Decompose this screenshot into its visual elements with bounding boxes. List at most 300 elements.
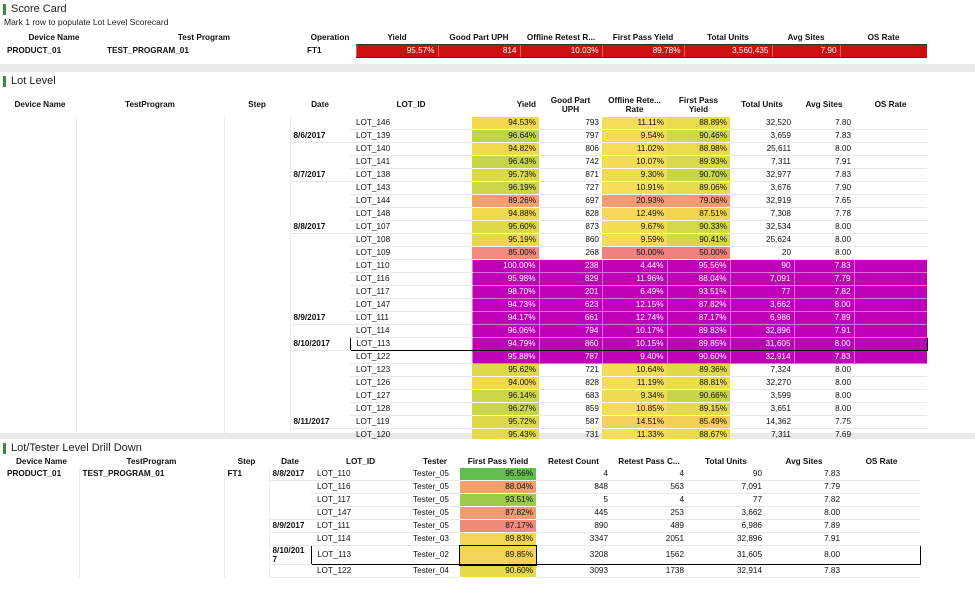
fpy-cell[interactable]: 89.85% [460, 546, 536, 565]
device-name-cell[interactable] [4, 403, 76, 416]
total-units-cell[interactable]: 3,560,435 [684, 45, 772, 58]
operation-cell[interactable]: FT1 [307, 46, 322, 55]
device-name-cell[interactable] [4, 234, 76, 247]
col-header[interactable]: Date [281, 457, 299, 466]
test-program-cell[interactable] [76, 143, 224, 156]
avg-sites-cell[interactable]: 8.00 [794, 403, 854, 416]
date-cell[interactable] [269, 507, 311, 520]
retest-count-cell[interactable]: 890 [536, 520, 611, 533]
lot-id-cell[interactable]: LOT_122 [311, 565, 410, 578]
device-name-cell[interactable] [4, 169, 76, 182]
table-row[interactable] [4, 325, 927, 338]
fpy-cell[interactable]: 90.60% [460, 565, 536, 578]
test-program-cell[interactable] [76, 169, 224, 182]
step-cell[interactable] [224, 299, 290, 312]
total-units-cell[interactable]: 3,662 [687, 507, 765, 520]
uph-cell[interactable]: 793 [539, 117, 602, 130]
lot-id-cell[interactable]: LOT_109 [350, 247, 472, 260]
uph-cell[interactable]: 797 [539, 130, 602, 143]
device-name-cell[interactable] [4, 565, 79, 578]
test-program-cell[interactable] [76, 195, 224, 208]
device-name-cell[interactable] [4, 312, 76, 325]
os-rate-cell[interactable] [843, 565, 920, 578]
date-cell[interactable]: 8/9/2017 [269, 520, 311, 533]
table-row[interactable] [4, 416, 927, 429]
lot-id-cell[interactable]: LOT_127 [350, 390, 472, 403]
lot-id-cell[interactable]: LOT_141 [350, 156, 472, 169]
retest-rate-cell[interactable]: 11.02% [602, 143, 667, 156]
date-cell[interactable] [290, 403, 350, 416]
lot-id-cell[interactable]: LOT_126 [350, 377, 472, 390]
date-cell[interactable] [290, 182, 350, 195]
avg-sites-cell[interactable]: 8.00 [794, 247, 854, 260]
date-cell[interactable] [290, 351, 350, 364]
retest-rate-cell[interactable]: 9.59% [602, 234, 667, 247]
os-rate-cell[interactable] [854, 377, 927, 390]
lot-id-cell[interactable]: LOT_111 [311, 520, 410, 533]
retest-rate-cell[interactable]: 6.49% [602, 286, 667, 299]
date-cell[interactable] [269, 481, 311, 494]
fpy-cell[interactable]: 90.60% [667, 351, 730, 364]
date-cell[interactable] [290, 117, 350, 130]
fpy-cell[interactable]: 95.56% [460, 468, 536, 481]
total-units-cell[interactable]: 3,676 [730, 182, 794, 195]
tester-cell[interactable]: Tester_04 [410, 565, 460, 578]
step-cell[interactable] [224, 520, 269, 533]
lot-id-cell[interactable]: LOT_116 [350, 273, 472, 286]
uph-cell[interactable]: 806 [539, 143, 602, 156]
date-cell[interactable]: 8/8/2017 [269, 468, 311, 481]
avg-sites-cell[interactable]: 8.00 [765, 546, 843, 565]
device-name-cell[interactable] [4, 520, 79, 533]
os-rate-cell[interactable] [843, 507, 920, 520]
step-cell[interactable] [224, 390, 290, 403]
yield-cell[interactable]: 96.43% [472, 156, 539, 169]
yield-cell[interactable]: 95.73% [472, 169, 539, 182]
fpy-cell[interactable]: 88.04% [460, 481, 536, 494]
col-header[interactable]: Date [311, 100, 329, 109]
step-cell[interactable] [224, 351, 290, 364]
device-name-cell[interactable] [4, 260, 76, 273]
yield-cell[interactable]: 98.70% [472, 286, 539, 299]
avg-sites-cell[interactable]: 7.91 [794, 156, 854, 169]
lot-id-cell[interactable]: LOT_144 [350, 195, 472, 208]
step-cell[interactable] [224, 234, 290, 247]
col-header[interactable]: First Pass Yield [467, 457, 529, 466]
uph-cell[interactable]: 873 [539, 221, 602, 234]
step-cell[interactable] [224, 494, 269, 507]
os-rate-cell[interactable] [854, 221, 927, 234]
os-rate-cell[interactable] [854, 130, 927, 143]
total-units-cell[interactable]: 3,651 [730, 403, 794, 416]
table-row[interactable] [4, 507, 920, 520]
date-cell[interactable] [269, 494, 311, 507]
os-rate-cell[interactable] [854, 416, 927, 429]
uph-cell[interactable]: 727 [539, 182, 602, 195]
fpy-cell[interactable]: 89.83% [460, 533, 536, 546]
device-name-cell[interactable] [4, 377, 76, 390]
retest-rate-cell[interactable]: 20.93% [602, 195, 667, 208]
date-cell[interactable] [290, 143, 350, 156]
fpy-cell[interactable]: 87.82% [460, 507, 536, 520]
retest-rate-cell[interactable]: 14.51% [602, 416, 667, 429]
uph-cell[interactable]: 587 [539, 416, 602, 429]
retest-rate-cell[interactable]: 9.40% [602, 351, 667, 364]
date-cell[interactable] [290, 195, 350, 208]
uph-cell[interactable]: 742 [539, 156, 602, 169]
table-row[interactable] [4, 156, 927, 169]
total-units-cell[interactable]: 32,534 [730, 221, 794, 234]
date-cell[interactable]: 8/10/2017 [290, 338, 350, 351]
step-cell[interactable] [224, 273, 290, 286]
step-cell[interactable] [224, 533, 269, 546]
table-row[interactable] [4, 299, 927, 312]
step-cell[interactable] [224, 377, 290, 390]
step-cell[interactable] [224, 416, 290, 429]
fpy-cell[interactable]: 87.17% [460, 520, 536, 533]
yield-cell[interactable]: 96.14% [472, 390, 539, 403]
os-rate-cell[interactable] [854, 286, 927, 299]
uph-cell[interactable]: 731 [539, 429, 602, 442]
avg-sites-cell[interactable]: 7.69 [794, 429, 854, 442]
uph-cell[interactable]: 828 [539, 208, 602, 221]
date-cell[interactable] [290, 364, 350, 377]
retest-rate-cell[interactable]: 10.17% [602, 325, 667, 338]
table-row[interactable] [4, 286, 927, 299]
retest-pass-count-cell[interactable]: 4 [611, 494, 687, 507]
test-program-cell[interactable] [76, 208, 224, 221]
col-header[interactable]: LOT_ID [396, 100, 426, 109]
retest-count-cell[interactable]: 445 [536, 507, 611, 520]
os-rate-cell[interactable] [854, 195, 927, 208]
retest-rate-cell[interactable]: 11.96% [602, 273, 667, 286]
date-cell[interactable]: 8/11/2017 [290, 416, 350, 429]
retest-pass-count-cell[interactable]: 253 [611, 507, 687, 520]
tester-cell[interactable]: Tester_05 [410, 520, 460, 533]
test-program-cell[interactable] [76, 377, 224, 390]
os-rate-cell[interactable] [854, 234, 927, 247]
total-units-cell[interactable]: 7,311 [730, 429, 794, 442]
avg-sites-cell[interactable]: 8.00 [794, 338, 854, 351]
device-name-cell[interactable] [4, 325, 76, 338]
total-units-cell[interactable]: 14,362 [730, 416, 794, 429]
table-row[interactable] [4, 260, 927, 273]
lot-id-cell[interactable]: LOT_108 [350, 234, 472, 247]
device-name-cell[interactable]: PRODUCT_01 [4, 468, 79, 481]
lot-id-cell[interactable]: LOT_147 [311, 507, 410, 520]
avg-sites-cell[interactable]: 8.00 [794, 234, 854, 247]
col-header[interactable]: First Pass Yield [678, 96, 719, 114]
step-cell[interactable] [224, 481, 269, 494]
total-units-cell[interactable]: 3,599 [730, 390, 794, 403]
avg-sites-cell[interactable]: 7.91 [794, 325, 854, 338]
table-row[interactable] [4, 273, 927, 286]
os-rate-cell[interactable] [843, 533, 920, 546]
avg-sites-cell[interactable]: 7.83 [794, 351, 854, 364]
col-header[interactable]: Total Units [707, 33, 749, 42]
retest-pass-count-cell[interactable]: 563 [611, 481, 687, 494]
date-cell[interactable] [290, 390, 350, 403]
retest-rate-cell[interactable]: 12.15% [602, 299, 667, 312]
test-program-cell[interactable] [79, 481, 224, 494]
os-rate-cell[interactable] [854, 260, 927, 273]
col-header[interactable]: Avg Sites [787, 33, 825, 42]
total-units-cell[interactable]: 32,977 [730, 169, 794, 182]
date-cell[interactable] [290, 234, 350, 247]
lot-id-cell[interactable]: LOT_146 [350, 117, 472, 130]
test-program-cell[interactable] [76, 221, 224, 234]
yield-cell[interactable]: 85.00% [472, 247, 539, 260]
avg-sites-cell[interactable]: 8.00 [794, 390, 854, 403]
scorecard-row[interactable] [4, 45, 927, 58]
total-units-cell[interactable]: 7,091 [687, 481, 765, 494]
retest-rate-cell[interactable]: 12.49% [602, 208, 667, 221]
table-row[interactable] [4, 390, 927, 403]
os-rate-cell[interactable] [843, 494, 920, 507]
avg-sites-cell[interactable]: 8.00 [794, 364, 854, 377]
avg-sites-cell[interactable]: 8.00 [794, 299, 854, 312]
retest-pass-count-cell[interactable]: 1738 [611, 565, 687, 578]
col-header[interactable]: TestProgram [125, 100, 175, 109]
total-units-cell[interactable]: 25,611 [730, 143, 794, 156]
col-header[interactable]: Offline Rete... Rate [608, 96, 661, 114]
total-units-cell[interactable]: 3,662 [730, 299, 794, 312]
lot-id-cell[interactable]: LOT_140 [350, 143, 472, 156]
col-header[interactable]: Good Part UPH [449, 33, 509, 42]
yield-cell[interactable]: 96.06% [472, 325, 539, 338]
yield-cell[interactable]: 94.53% [472, 117, 539, 130]
device-name-cell[interactable] [4, 221, 76, 234]
uph-cell[interactable]: 623 [539, 299, 602, 312]
os-rate-cell[interactable] [843, 520, 920, 533]
device-name-cell[interactable] [4, 364, 76, 377]
tester-cell[interactable]: Tester_05 [410, 468, 460, 481]
col-header[interactable]: Test Program [177, 33, 231, 43]
avg-sites-cell[interactable]: 7.78 [794, 208, 854, 221]
uph-cell[interactable]: 268 [539, 247, 602, 260]
total-units-cell[interactable]: 7,324 [730, 364, 794, 377]
step-cell[interactable] [224, 312, 290, 325]
lot-id-cell[interactable]: LOT_138 [350, 169, 472, 182]
lot-id-cell[interactable]: LOT_107 [350, 221, 472, 234]
avg-sites-cell[interactable]: 7.79 [794, 273, 854, 286]
fpy-cell[interactable]: 89.36% [667, 364, 730, 377]
retest-count-cell[interactable]: 3208 [536, 546, 611, 565]
total-units-cell[interactable]: 31,605 [730, 338, 794, 351]
col-header[interactable]: Retest Pass C... [618, 457, 680, 466]
fpy-cell[interactable]: 88.89% [667, 117, 730, 130]
uph-cell[interactable]: 697 [539, 195, 602, 208]
table-row[interactable] [4, 338, 927, 351]
device-name-cell[interactable] [4, 117, 76, 130]
date-cell[interactable] [290, 208, 350, 221]
col-header[interactable]: LOT_ID [345, 457, 376, 466]
date-cell[interactable]: 8/7/2017 [290, 169, 350, 182]
device-name-cell[interactable] [4, 338, 76, 351]
test-program-cell[interactable] [76, 156, 224, 169]
table-row[interactable] [4, 247, 927, 260]
fpy-cell[interactable]: 95.56% [667, 260, 730, 273]
test-program-cell[interactable] [76, 182, 224, 195]
avg-sites-cell[interactable]: 7.89 [794, 312, 854, 325]
col-header[interactable]: Good Part UPH [550, 96, 591, 114]
yield-cell[interactable]: 94.00% [472, 377, 539, 390]
step-cell[interactable] [224, 546, 269, 565]
device-name-cell[interactable] [4, 130, 76, 143]
test-program-cell[interactable] [76, 390, 224, 403]
fpy-cell[interactable]: 87.82% [667, 299, 730, 312]
os-rate-cell[interactable] [854, 143, 927, 156]
total-units-cell[interactable]: 32,914 [687, 565, 765, 578]
lot-id-cell[interactable]: LOT_110 [311, 468, 410, 481]
lot-id-cell[interactable]: LOT_113 [311, 546, 410, 565]
yield-cell[interactable]: 96.27% [472, 403, 539, 416]
table-row[interactable] [4, 481, 920, 494]
os-rate-cell[interactable] [843, 546, 920, 565]
total-units-cell[interactable]: 6,986 [687, 520, 765, 533]
col-header[interactable]: Device Name [16, 457, 67, 466]
test-program-cell[interactable] [76, 338, 224, 351]
os-rate-cell[interactable] [854, 208, 927, 221]
step-cell[interactable] [224, 169, 290, 182]
total-units-cell[interactable]: 7,091 [730, 273, 794, 286]
test-program-cell[interactable] [76, 247, 224, 260]
uph-cell[interactable]: 814 [438, 45, 520, 58]
os-rate-cell[interactable] [854, 325, 927, 338]
avg-sites-cell[interactable]: 7.65 [794, 195, 854, 208]
total-units-cell[interactable]: 90 [687, 468, 765, 481]
uph-cell[interactable]: 721 [539, 364, 602, 377]
retest-rate-cell[interactable]: 9.30% [602, 169, 667, 182]
avg-sites-cell[interactable]: 7.91 [765, 533, 843, 546]
lot-id-cell[interactable]: LOT_113 [350, 338, 472, 351]
yield-cell[interactable]: 95.62% [472, 364, 539, 377]
test-program-cell[interactable] [76, 273, 224, 286]
date-cell[interactable]: 8/6/2017 [290, 130, 350, 143]
fpy-cell[interactable]: 93.51% [667, 286, 730, 299]
retest-rate-cell[interactable]: 12.74% [602, 312, 667, 325]
retest-rate-cell[interactable]: 9.67% [602, 221, 667, 234]
fpy-cell[interactable]: 89.93% [667, 156, 730, 169]
retest-rate-cell[interactable]: 10.85% [602, 403, 667, 416]
step-cell[interactable] [224, 156, 290, 169]
col-header[interactable]: Yield [516, 100, 536, 109]
table-row[interactable] [4, 143, 927, 156]
fpy-cell[interactable]: 88.81% [667, 377, 730, 390]
test-program-cell[interactable] [76, 351, 224, 364]
total-units-cell[interactable]: 6,986 [730, 312, 794, 325]
date-cell[interactable] [269, 533, 311, 546]
device-name-cell[interactable] [4, 481, 79, 494]
test-program-cell[interactable] [76, 260, 224, 273]
step-cell[interactable] [224, 195, 290, 208]
total-units-cell[interactable]: 32,914 [730, 351, 794, 364]
step-cell[interactable] [224, 364, 290, 377]
table-row[interactable] [4, 403, 927, 416]
retest-count-cell[interactable]: 4 [536, 468, 611, 481]
fpy-cell[interactable]: 50.00% [667, 247, 730, 260]
tester-cell[interactable]: Tester_05 [410, 507, 460, 520]
table-row[interactable] [4, 546, 920, 565]
lot-id-cell[interactable]: LOT_147 [350, 299, 472, 312]
fpy-cell[interactable]: 90.33% [667, 221, 730, 234]
table-row[interactable] [4, 494, 920, 507]
lot-id-cell[interactable]: LOT_111 [350, 312, 472, 325]
device-name-cell[interactable] [4, 286, 76, 299]
device-name-cell[interactable] [4, 247, 76, 260]
fpy-cell[interactable]: 88.04% [667, 273, 730, 286]
step-cell[interactable] [224, 143, 290, 156]
test-program-cell[interactable] [76, 325, 224, 338]
lot-id-cell[interactable]: LOT_122 [350, 351, 472, 364]
date-cell[interactable] [290, 286, 350, 299]
table-row[interactable] [4, 221, 927, 234]
lot-id-cell[interactable]: LOT_119 [350, 416, 472, 429]
total-units-cell[interactable]: 77 [687, 494, 765, 507]
fpy-cell[interactable]: 88.67% [667, 429, 730, 442]
col-header[interactable]: Device Name [28, 33, 80, 43]
retest-pass-count-cell[interactable]: 2051 [611, 533, 687, 546]
date-cell[interactable]: 8/10/201 7 [269, 546, 311, 565]
fpy-cell[interactable]: 79.06% [667, 195, 730, 208]
yield-cell[interactable]: 95.72% [472, 416, 539, 429]
lot-id-cell[interactable]: LOT_110 [350, 260, 472, 273]
uph-cell[interactable]: 829 [539, 273, 602, 286]
yield-cell[interactable]: 96.19% [472, 182, 539, 195]
table-row[interactable] [4, 565, 920, 578]
lot-id-cell[interactable]: LOT_148 [350, 208, 472, 221]
os-rate-cell[interactable] [854, 169, 927, 182]
col-header[interactable]: Step [237, 457, 256, 466]
os-rate-cell[interactable] [854, 299, 927, 312]
test-program-cell[interactable]: TEST_PROGRAM_01 [107, 46, 189, 55]
step-cell[interactable] [224, 260, 290, 273]
avg-sites-cell[interactable]: 8.00 [765, 507, 843, 520]
os-rate-cell[interactable] [854, 351, 927, 364]
step-cell[interactable] [224, 403, 290, 416]
uph-cell[interactable]: 661 [539, 312, 602, 325]
total-units-cell[interactable]: 90 [730, 260, 794, 273]
fpy-cell[interactable]: 88.98% [667, 143, 730, 156]
yield-cell[interactable]: 95.98% [472, 273, 539, 286]
device-name-cell[interactable] [4, 208, 76, 221]
uph-cell[interactable]: 238 [539, 260, 602, 273]
yield-cell[interactable]: 94.17% [472, 312, 539, 325]
yield-cell[interactable]: 94.73% [472, 299, 539, 312]
avg-sites-cell[interactable]: 8.00 [794, 377, 854, 390]
lot-id-cell[interactable]: LOT_143 [350, 182, 472, 195]
tester-cell[interactable]: Tester_05 [410, 481, 460, 494]
retest-cell[interactable]: 10.03% [520, 45, 602, 58]
uph-cell[interactable]: 794 [539, 325, 602, 338]
avg-sites-cell[interactable]: 7.90 [794, 182, 854, 195]
retest-count-cell[interactable]: 5 [536, 494, 611, 507]
fpy-cell[interactable]: 90.46% [667, 130, 730, 143]
avg-sites-cell[interactable]: 7.82 [765, 494, 843, 507]
os-rate-cell[interactable] [854, 312, 927, 325]
yield-cell[interactable]: 94.79% [472, 338, 539, 351]
date-cell[interactable] [290, 273, 350, 286]
table-row[interactable] [4, 117, 927, 130]
os-rate-cell[interactable] [840, 45, 927, 58]
col-header[interactable]: Avg Sites [785, 457, 823, 466]
col-header[interactable]: Yield [387, 33, 407, 42]
lot-id-cell[interactable]: LOT_123 [350, 364, 472, 377]
step-cell[interactable] [224, 507, 269, 520]
fpy-cell[interactable]: 87.51% [667, 208, 730, 221]
retest-rate-cell[interactable]: 10.07% [602, 156, 667, 169]
table-row[interactable] [4, 351, 927, 364]
